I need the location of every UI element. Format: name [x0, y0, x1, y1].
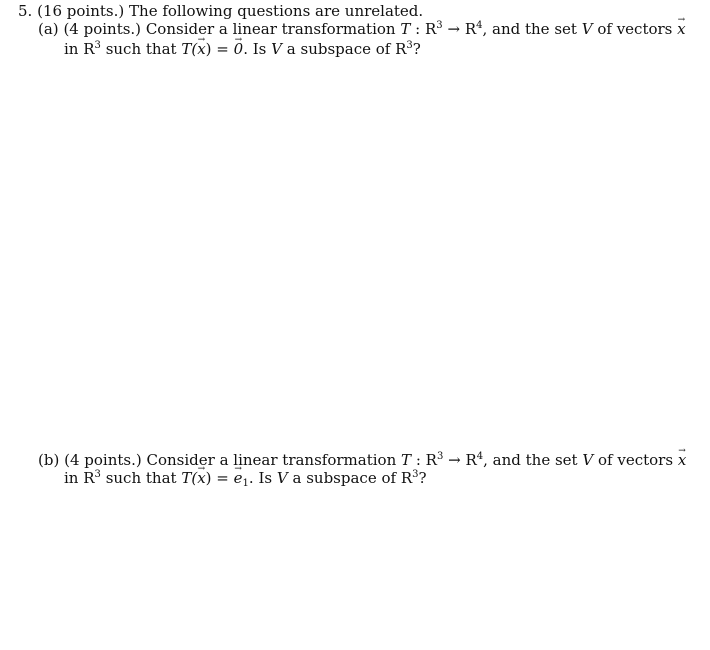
- part-a-zero-vector: → 0: [234, 40, 244, 58]
- part-a-map-name: T: [400, 20, 411, 38]
- part-a-question-text: a subspace of: [286, 40, 391, 58]
- part-a-space: $R^3$: [83, 40, 101, 58]
- part-a-points: (4 points.): [63, 20, 142, 38]
- question-intro: The following questions are unrelated.: [129, 2, 424, 20]
- part-a-domain: $R^3$: [425, 20, 443, 38]
- part-b-equation-close: ) =: [205, 469, 229, 487]
- part-b-vector: → x: [678, 451, 686, 469]
- part-b-e1-subscript: 1: [242, 478, 249, 489]
- part-b-text-2: , and the set: [483, 451, 578, 469]
- part-a-equation-lhs: T(: [181, 40, 198, 58]
- part-b-question-space: $R^3$: [400, 469, 419, 487]
- part-a-in: in: [64, 40, 79, 58]
- part-b-question-mark: ?: [418, 469, 427, 487]
- part-b-arrow: →: [448, 451, 461, 469]
- part-b-line-2: [64, 469, 427, 487]
- part-b-colon: :: [415, 451, 421, 469]
- part-a-question-set: V: [271, 40, 282, 58]
- part-b-text-1: Consider a linear transformation: [146, 451, 397, 469]
- part-a-set-name: V: [581, 20, 593, 38]
- part-b-label: (b): [38, 451, 60, 469]
- part-a-line-2-end: . Is: [243, 40, 267, 58]
- part-b-equation-vector: → x: [197, 469, 205, 487]
- question-points: (16 points.): [37, 2, 125, 20]
- part-b-line-2-end: . Is: [248, 469, 273, 487]
- part-b-space: $R^3$: [83, 469, 101, 487]
- part-b-answer-space[interactable]: [18, 495, 692, 645]
- part-b-equation-lhs: T(: [181, 469, 198, 487]
- part-b-text-3: of vectors: [598, 451, 674, 469]
- part-b-codomain: $R^4$: [465, 451, 484, 469]
- part-b-set-name: V: [582, 451, 594, 469]
- part-b-domain: $R^3$: [425, 451, 444, 469]
- part-b-question-set: V: [276, 469, 288, 487]
- part-b-in: in: [64, 469, 79, 487]
- part-b-line-1: [38, 451, 686, 469]
- part-a-text-1: Consider a linear transformation: [145, 20, 396, 38]
- part-a-line-2: [64, 40, 421, 58]
- part-a-text-2: , and the set: [482, 20, 577, 38]
- part-b-points: (4 points.): [64, 451, 142, 469]
- part-a-text-3: of vectors: [597, 20, 673, 38]
- part-a-line-1: [38, 20, 686, 38]
- part-b-e1-vector: → e: [234, 469, 243, 487]
- part-a-arrow: →: [447, 20, 461, 38]
- part-a-vector: → x: [677, 20, 685, 38]
- part-a-equation-vector: → x: [197, 40, 205, 58]
- part-a-question-mark: ?: [412, 40, 421, 58]
- part-a-question-space: $R^3$: [395, 40, 413, 58]
- part-a-such-that: such that: [105, 40, 177, 58]
- part-a-colon: :: [415, 20, 421, 38]
- question-header: [18, 2, 423, 20]
- part-a-answer-space[interactable]: [18, 64, 692, 444]
- part-b-such-that: such that: [105, 469, 177, 487]
- part-b-map-name: T: [401, 451, 412, 469]
- part-a-codomain: $R^4$: [464, 20, 483, 38]
- question-number: 5.: [18, 2, 33, 20]
- part-a-label: (a): [38, 20, 59, 38]
- part-a-equation-close: ) =: [205, 40, 229, 58]
- part-b-question-text: a subspace of: [292, 469, 397, 487]
